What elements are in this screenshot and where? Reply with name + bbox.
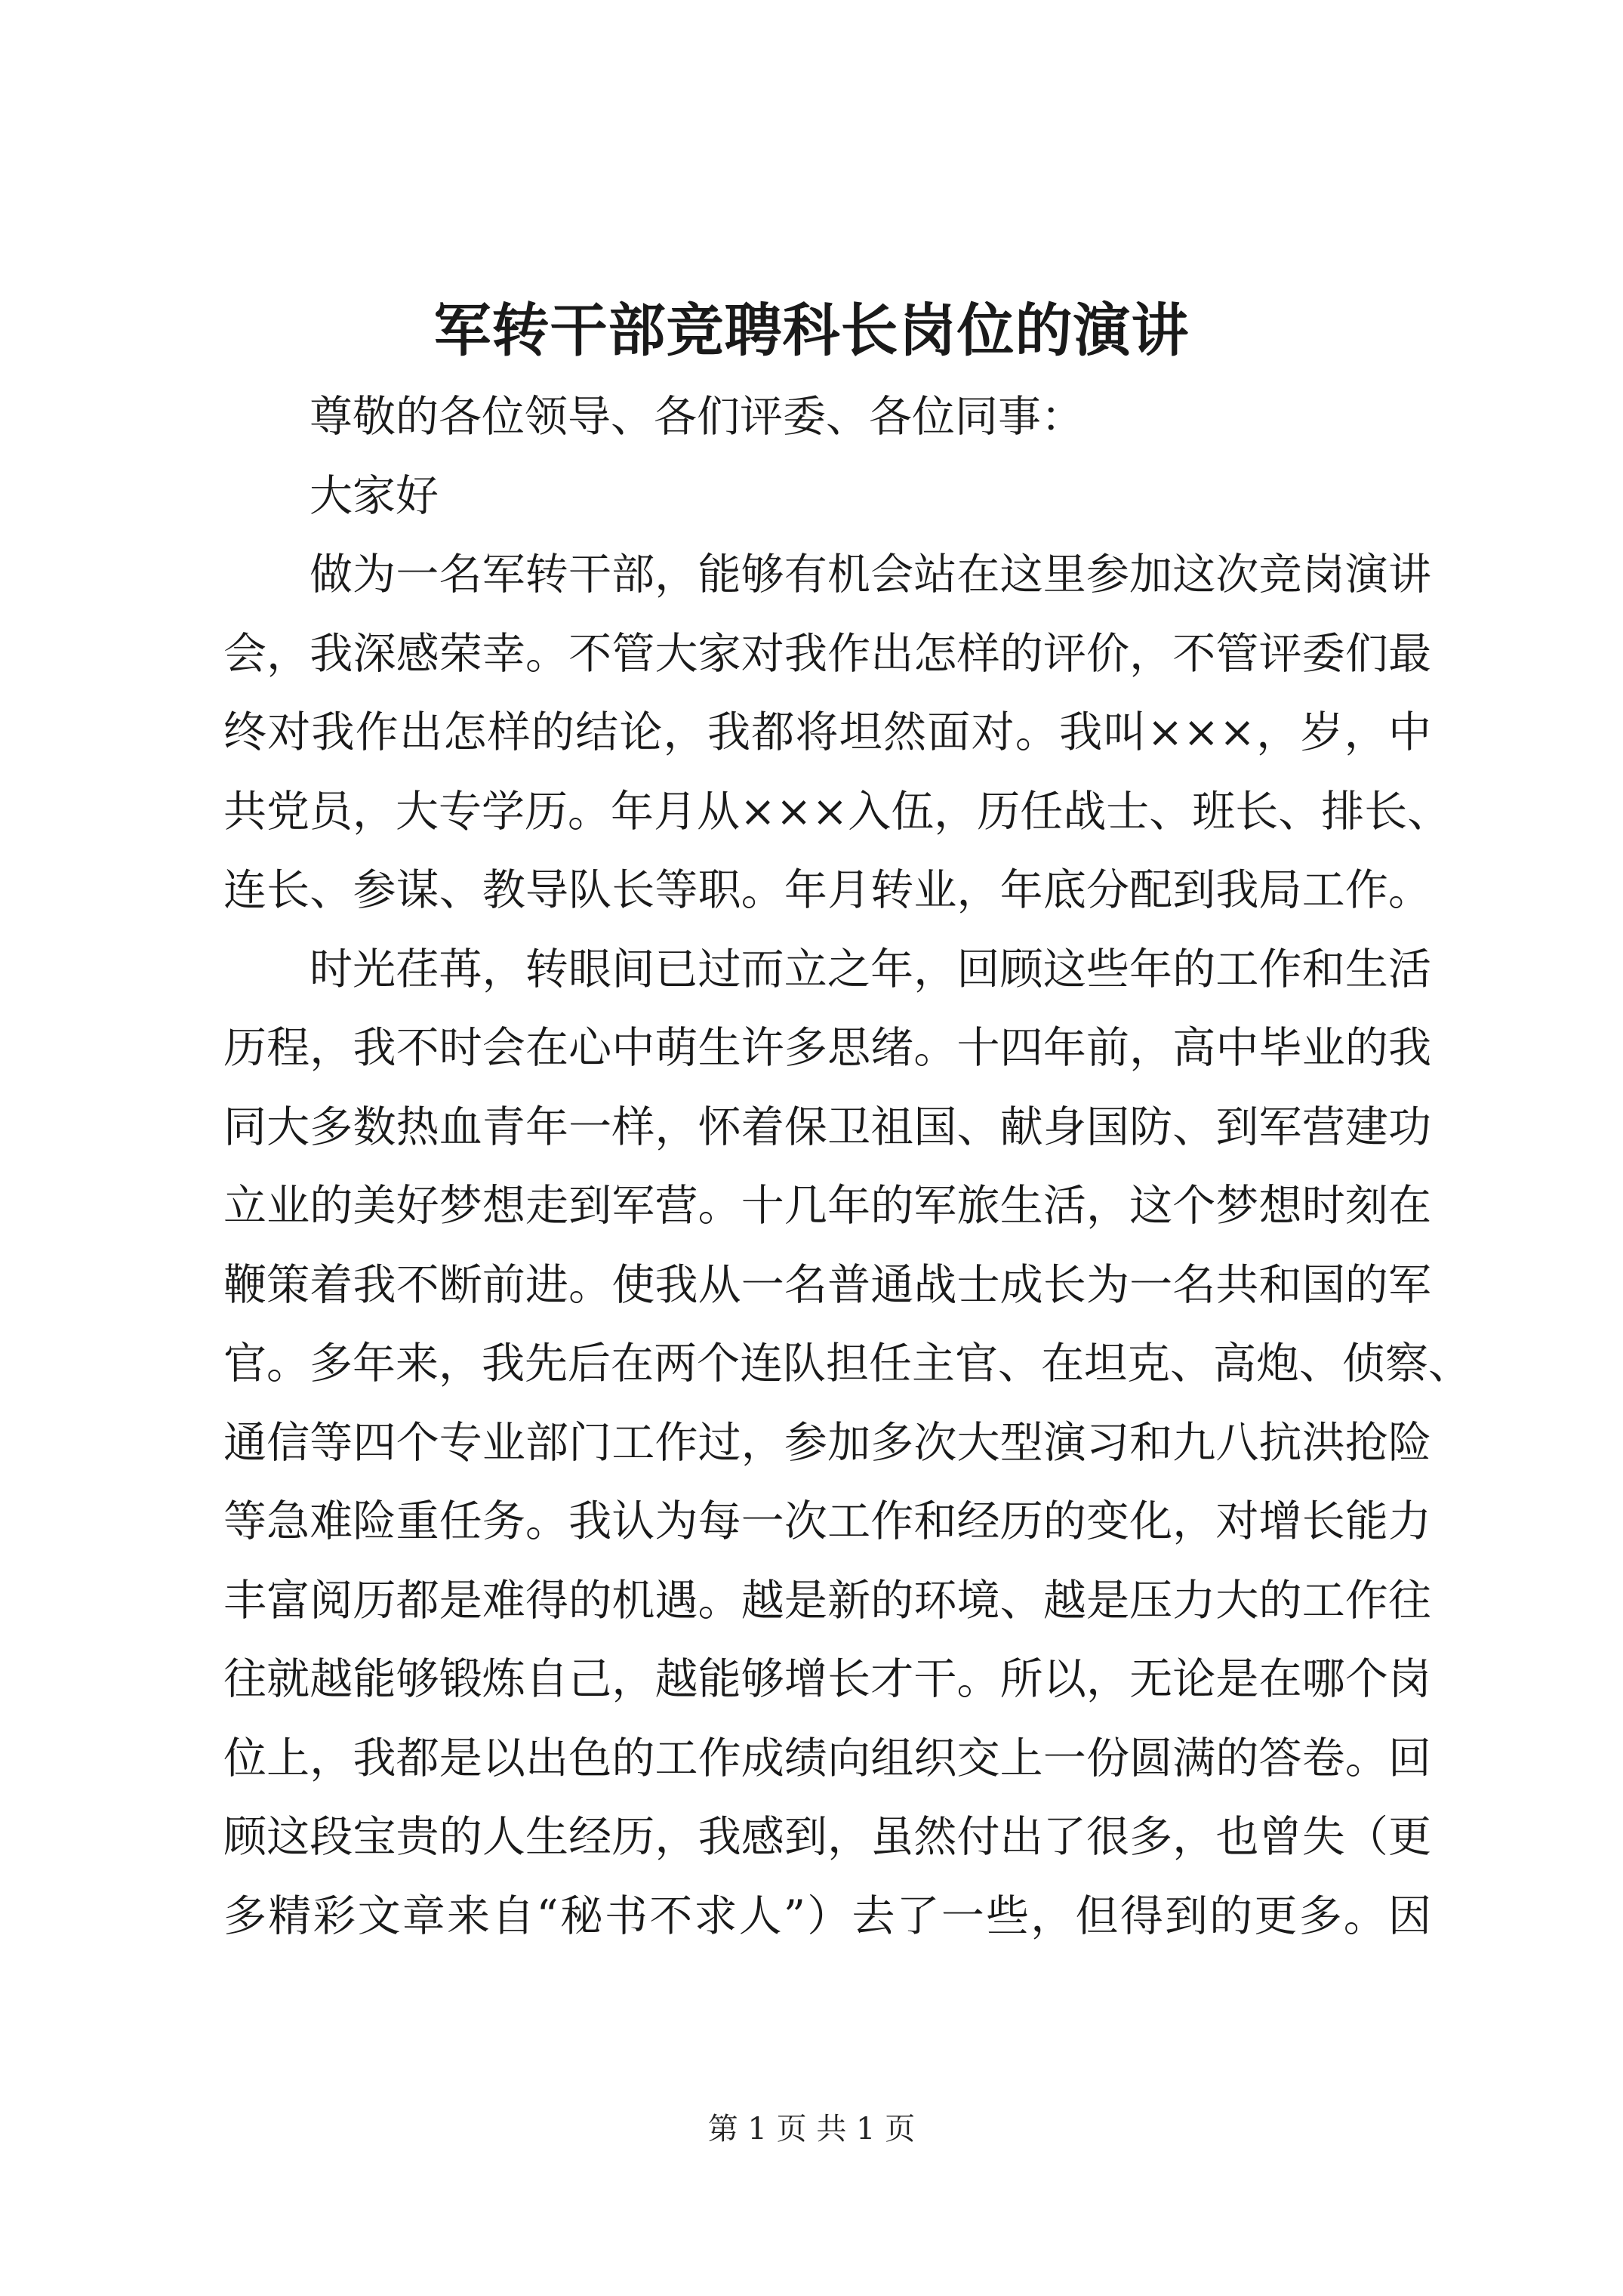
text-line: 丰富阅历都是难得的机遇。越是新的环境、越是压力大的工作往 bbox=[223, 1575, 1431, 1626]
text-line: 同大多数热血青年一样，怀着保卫祖国、献身国防、到军营建功 bbox=[223, 1102, 1431, 1152]
text-line: 终对我作出怎样的结论，我都将坦然面对。我叫×××，岁，中 bbox=[223, 707, 1431, 757]
text-line: 历程，我不时会在心中萌生许多思绪。十四年前，高中毕业的我 bbox=[223, 1023, 1431, 1073]
text-line: 大家好 bbox=[310, 470, 439, 521]
text-line: 做为一名军转干部，能够有机会站在这里参加这次竞岗演讲 bbox=[310, 550, 1431, 599]
text-line: 鞭策着我不断前进。使我从一名普通战士成长为一名共和国的军 bbox=[223, 1259, 1431, 1310]
text-line: 往就越能够锻炼自己，越能够增长才干。所以，无论是在哪个岗 bbox=[223, 1654, 1431, 1704]
text-line: 会，我深感荣幸。不管大家对我作出怎样的评价，不管评委们最 bbox=[223, 628, 1431, 679]
document-title: 军转干部竞聘科长岗位的演讲 bbox=[433, 297, 1190, 364]
text-line: 连长、参谋、教导队长等职。年月转业，年底分配到我局工作。 bbox=[223, 865, 1431, 915]
text-line: 尊敬的各位领导、各们评委、各位同事： bbox=[310, 392, 1084, 442]
text-line: 多精彩文章来自“秘书不求人”）去了一些，但得到的更多。因 bbox=[223, 1891, 1431, 1941]
text-line: 位上，我都是以出色的工作成绩向组织交上一份圆满的答卷。回 bbox=[223, 1733, 1431, 1783]
text-line: 顾这段宝贵的人生经历，我感到，虽然付出了很多，也曾失（更 bbox=[223, 1812, 1431, 1862]
text-line: 时光荏苒，转眼间已过而立之年，回顾这些年的工作和生活 bbox=[310, 944, 1431, 994]
text-line: 等急难险重任务。我认为每一次工作和经历的变化，对增长能力 bbox=[223, 1496, 1431, 1546]
text-line: 立业的美好梦想走到军营。十几年的军旅生活，这个梦想时刻在 bbox=[223, 1181, 1431, 1231]
document-body bbox=[223, 378, 1471, 1955]
page-footer: 第 1 页 共 1 页 bbox=[707, 2112, 916, 2147]
text-line: 共党员，大专学历。年月从×××入伍，历任战士、班长、排长、 bbox=[223, 786, 1451, 837]
text-line: 通信等四个专业部门工作过，参加多次大型演习和九八抗洪抢险 bbox=[223, 1417, 1431, 1468]
text-line: 官。多年来，我先后在两个连队担任主官、在坦克、高炮、侦察、 bbox=[223, 1339, 1471, 1388]
